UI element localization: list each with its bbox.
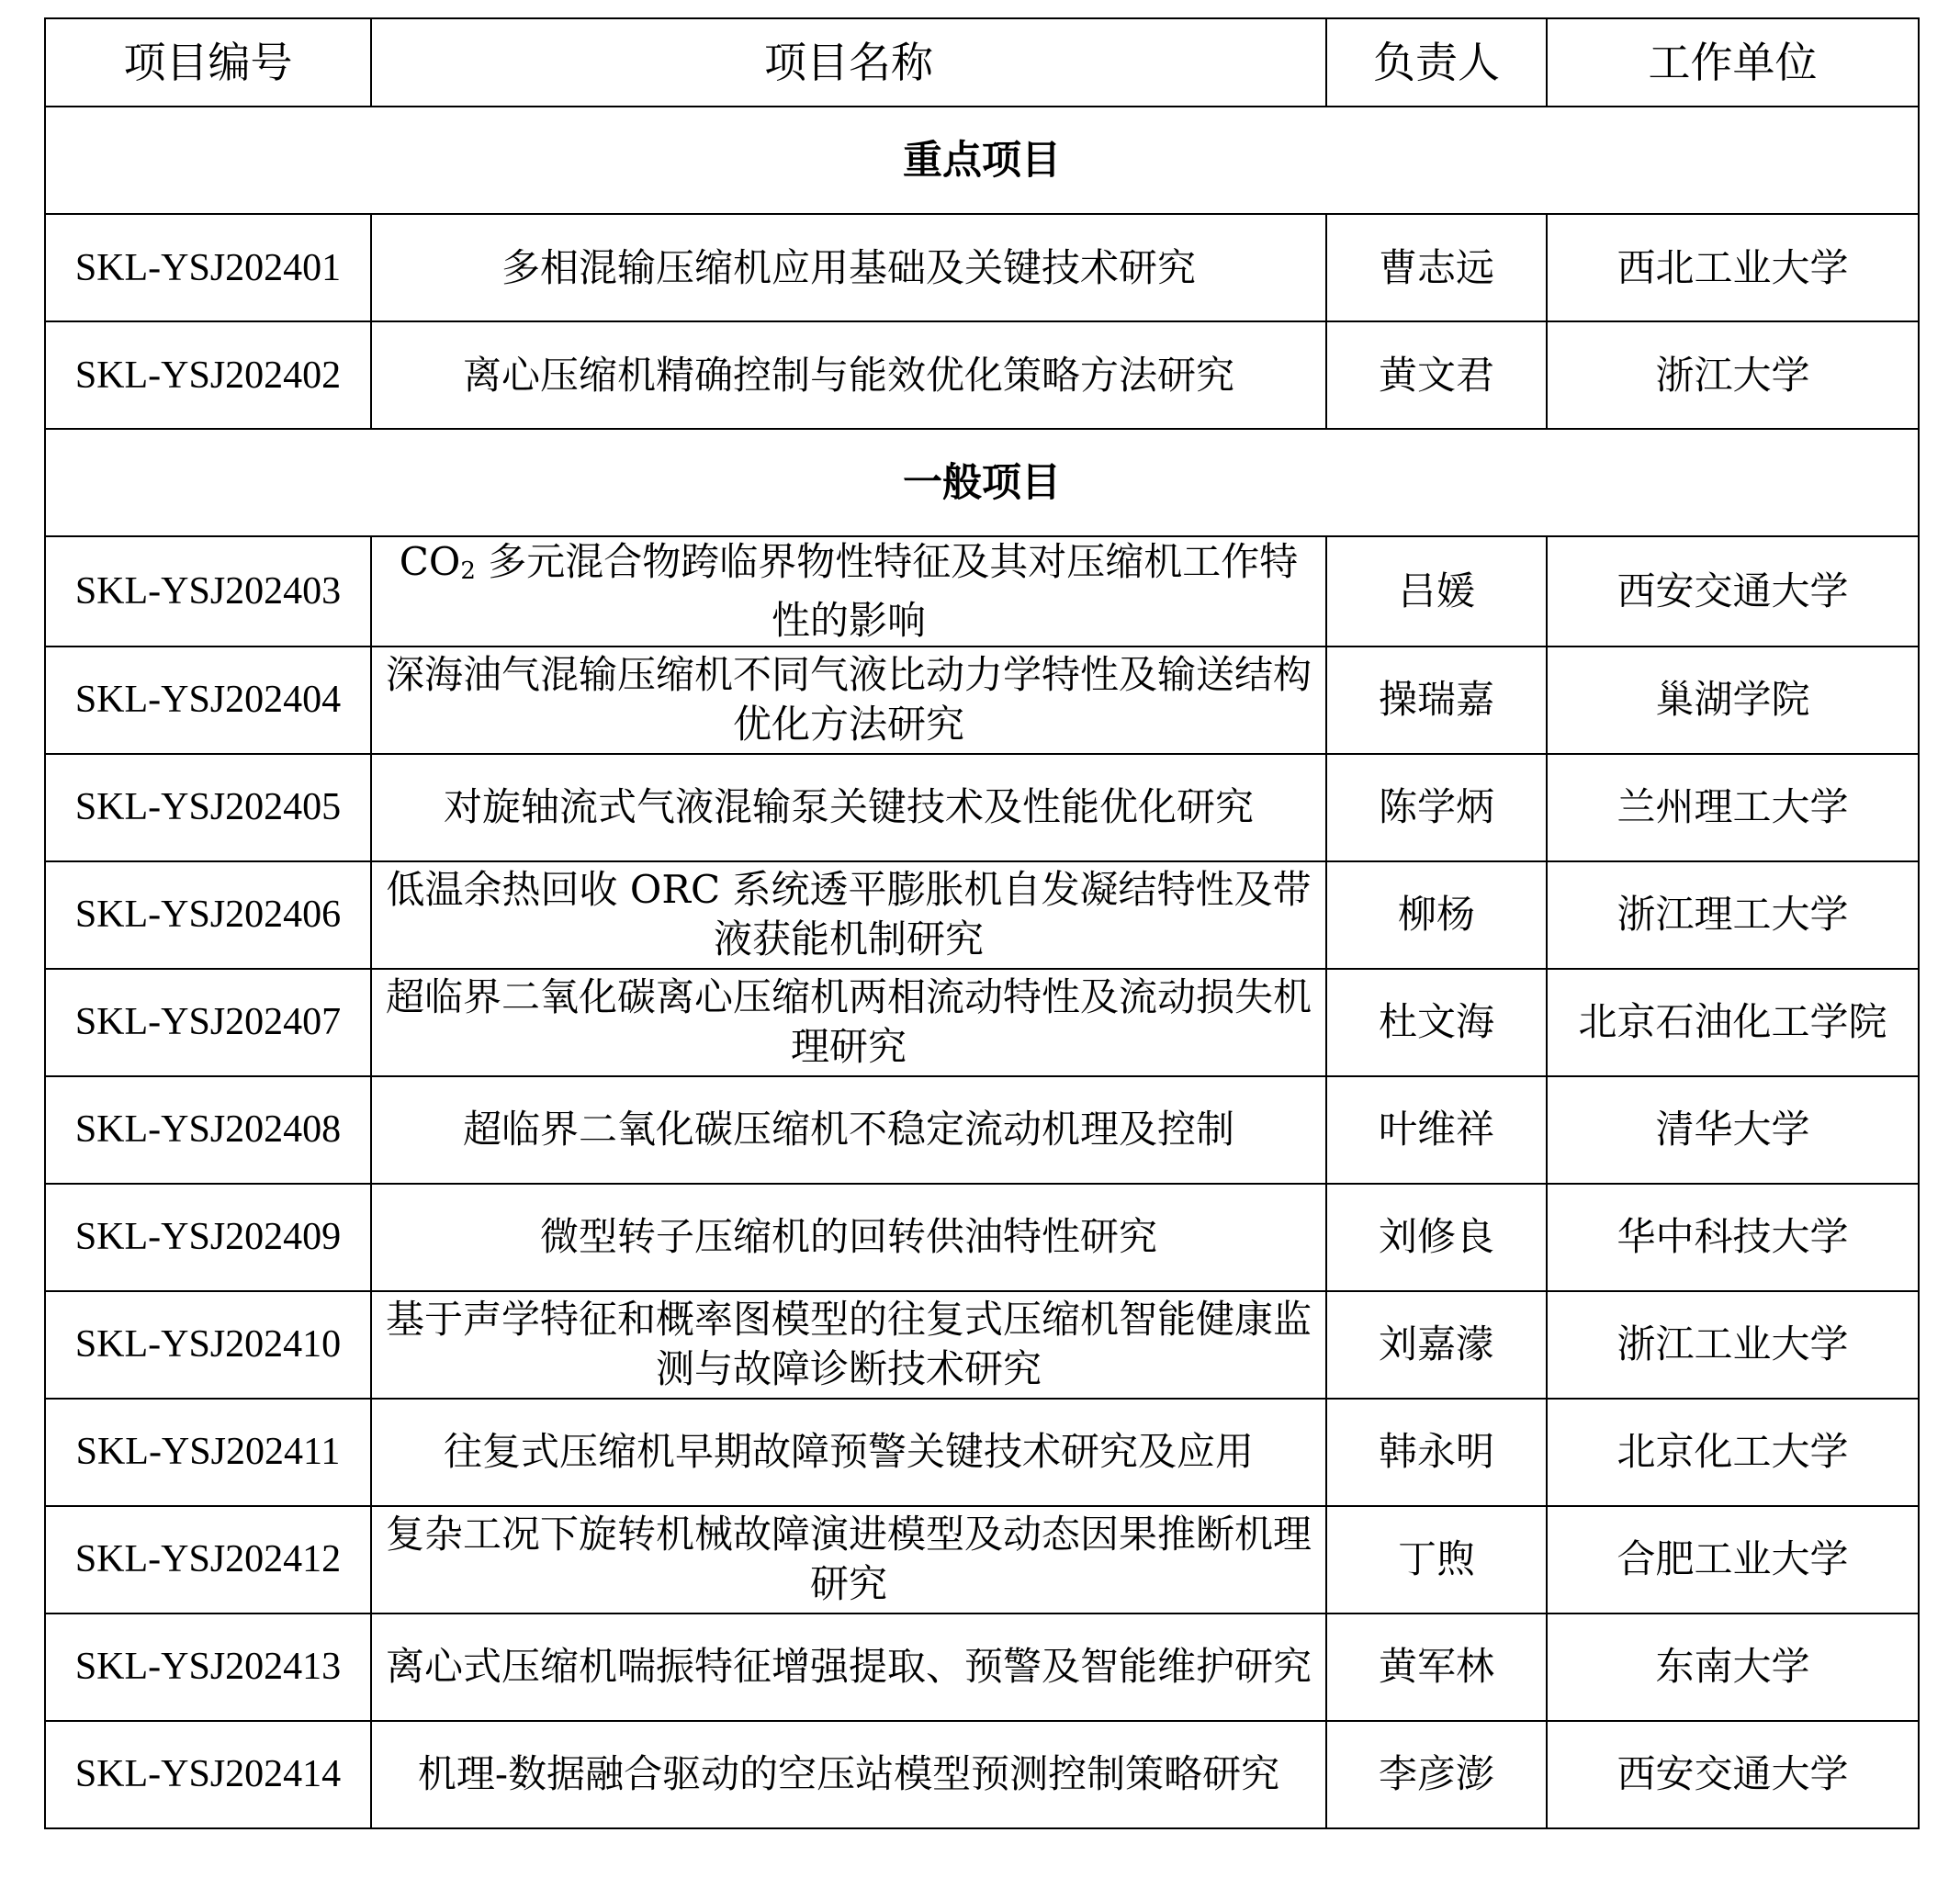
project-leader: 刘嘉濛 <box>1326 1291 1547 1399</box>
project-leader: 黄军林 <box>1326 1614 1547 1721</box>
project-leader: 曹志远 <box>1326 214 1547 321</box>
project-name-text: 多元混合物跨临界物性特征及其对压缩机工作特性的影响 <box>475 539 1299 643</box>
table-row <box>45 1399 1919 1506</box>
table-row <box>45 969 1919 1076</box>
project-unit: 兰州理工大学 <box>1547 754 1919 861</box>
project-code: SKL-YSJ202414 <box>45 1721 371 1828</box>
header-leader: 负责人 <box>1326 18 1547 107</box>
project-name: 复杂工况下旋转机械故障演进模型及动态因果推断机理研究 <box>371 1506 1326 1614</box>
table-row <box>45 321 1919 429</box>
project-leader: 丁煦 <box>1326 1506 1547 1614</box>
project-code: SKL-YSJ202412 <box>45 1506 371 1614</box>
co2-prefix: CO <box>399 539 461 584</box>
project-leader: 吕媛 <box>1326 536 1547 647</box>
header-name: 项目名称 <box>371 18 1326 107</box>
project-name: 离心式压缩机喘振特征增强提取、预警及智能维护研究 <box>371 1614 1326 1721</box>
project-code: SKL-YSJ202410 <box>45 1291 371 1399</box>
header-unit: 工作单位 <box>1547 18 1919 107</box>
section-row-general-projects <box>45 429 1919 536</box>
table-row <box>45 536 1919 647</box>
section-title: 一般项目 <box>45 429 1919 536</box>
table-row <box>45 1076 1919 1184</box>
project-code: SKL-YSJ202411 <box>45 1399 371 1506</box>
project-leader: 叶维祥 <box>1326 1076 1547 1184</box>
project-unit: 西北工业大学 <box>1547 214 1919 321</box>
project-unit: 巢湖学院 <box>1547 647 1919 754</box>
project-code: SKL-YSJ202413 <box>45 1614 371 1721</box>
table-row <box>45 647 1919 754</box>
project-name: 深海油气混输压缩机不同气液比动力学特性及输送结构优化方法研究 <box>371 647 1326 754</box>
header-code: 项目编号 <box>45 18 371 107</box>
table-row <box>45 1291 1919 1399</box>
projects-table <box>44 17 1920 1829</box>
project-unit: 浙江大学 <box>1547 321 1919 429</box>
project-unit: 北京化工大学 <box>1547 1399 1919 1506</box>
project-unit: 华中科技大学 <box>1547 1184 1919 1291</box>
project-leader: 柳杨 <box>1326 861 1547 969</box>
project-leader: 黄文君 <box>1326 321 1547 429</box>
project-unit: 西安交通大学 <box>1547 536 1919 647</box>
project-unit: 清华大学 <box>1547 1076 1919 1184</box>
project-code: SKL-YSJ202409 <box>45 1184 371 1291</box>
project-leader: 杜文海 <box>1326 969 1547 1076</box>
section-row-key-projects <box>45 107 1919 214</box>
co2-subscript: 2 <box>460 557 476 585</box>
project-unit: 东南大学 <box>1547 1614 1919 1721</box>
project-leader: 刘修良 <box>1326 1184 1547 1291</box>
project-name: 超临界二氧化碳离心压缩机两相流动特性及流动损失机理研究 <box>371 969 1326 1076</box>
project-code: SKL-YSJ202401 <box>45 214 371 321</box>
table-row <box>45 214 1919 321</box>
project-name: 低温余热回收 ORC 系统透平膨胀机自发凝结特性及带液获能机制研究 <box>371 861 1326 969</box>
table-row <box>45 1506 1919 1614</box>
project-name: 微型转子压缩机的回转供油特性研究 <box>371 1184 1326 1291</box>
project-leader: 操瑞嘉 <box>1326 647 1547 754</box>
table-row <box>45 754 1919 861</box>
table-row <box>45 1184 1919 1291</box>
table-row <box>45 1721 1919 1828</box>
project-code: SKL-YSJ202405 <box>45 754 371 861</box>
project-name <box>371 536 1326 647</box>
project-code: SKL-YSJ202406 <box>45 861 371 969</box>
project-name: 基于声学特征和概率图模型的往复式压缩机智能健康监测与故障诊断技术研究 <box>371 1291 1326 1399</box>
project-code: SKL-YSJ202404 <box>45 647 371 754</box>
project-name: 离心压缩机精确控制与能效优化策略方法研究 <box>371 321 1326 429</box>
project-code: SKL-YSJ202408 <box>45 1076 371 1184</box>
project-name: 往复式压缩机早期故障预警关键技术研究及应用 <box>371 1399 1326 1506</box>
project-name: 机理-数据融合驱动的空压站模型预测控制策略研究 <box>371 1721 1326 1828</box>
project-code: SKL-YSJ202402 <box>45 321 371 429</box>
project-unit: 合肥工业大学 <box>1547 1506 1919 1614</box>
section-title: 重点项目 <box>45 107 1919 214</box>
project-unit: 西安交通大学 <box>1547 1721 1919 1828</box>
project-name: 多相混输压缩机应用基础及关键技术研究 <box>371 214 1326 321</box>
project-unit: 北京石油化工学院 <box>1547 969 1919 1076</box>
project-unit: 浙江理工大学 <box>1547 861 1919 969</box>
project-name: 超临界二氧化碳压缩机不稳定流动机理及控制 <box>371 1076 1326 1184</box>
table-row <box>45 861 1919 969</box>
project-leader: 韩永明 <box>1326 1399 1547 1506</box>
header-row <box>45 18 1919 107</box>
project-name: 对旋轴流式气液混输泵关键技术及性能优化研究 <box>371 754 1326 861</box>
project-leader: 李彦澎 <box>1326 1721 1547 1828</box>
project-code: SKL-YSJ202407 <box>45 969 371 1076</box>
project-code: SKL-YSJ202403 <box>45 536 371 647</box>
project-leader: 陈学炳 <box>1326 754 1547 861</box>
project-unit: 浙江工业大学 <box>1547 1291 1919 1399</box>
table-row <box>45 1614 1919 1721</box>
